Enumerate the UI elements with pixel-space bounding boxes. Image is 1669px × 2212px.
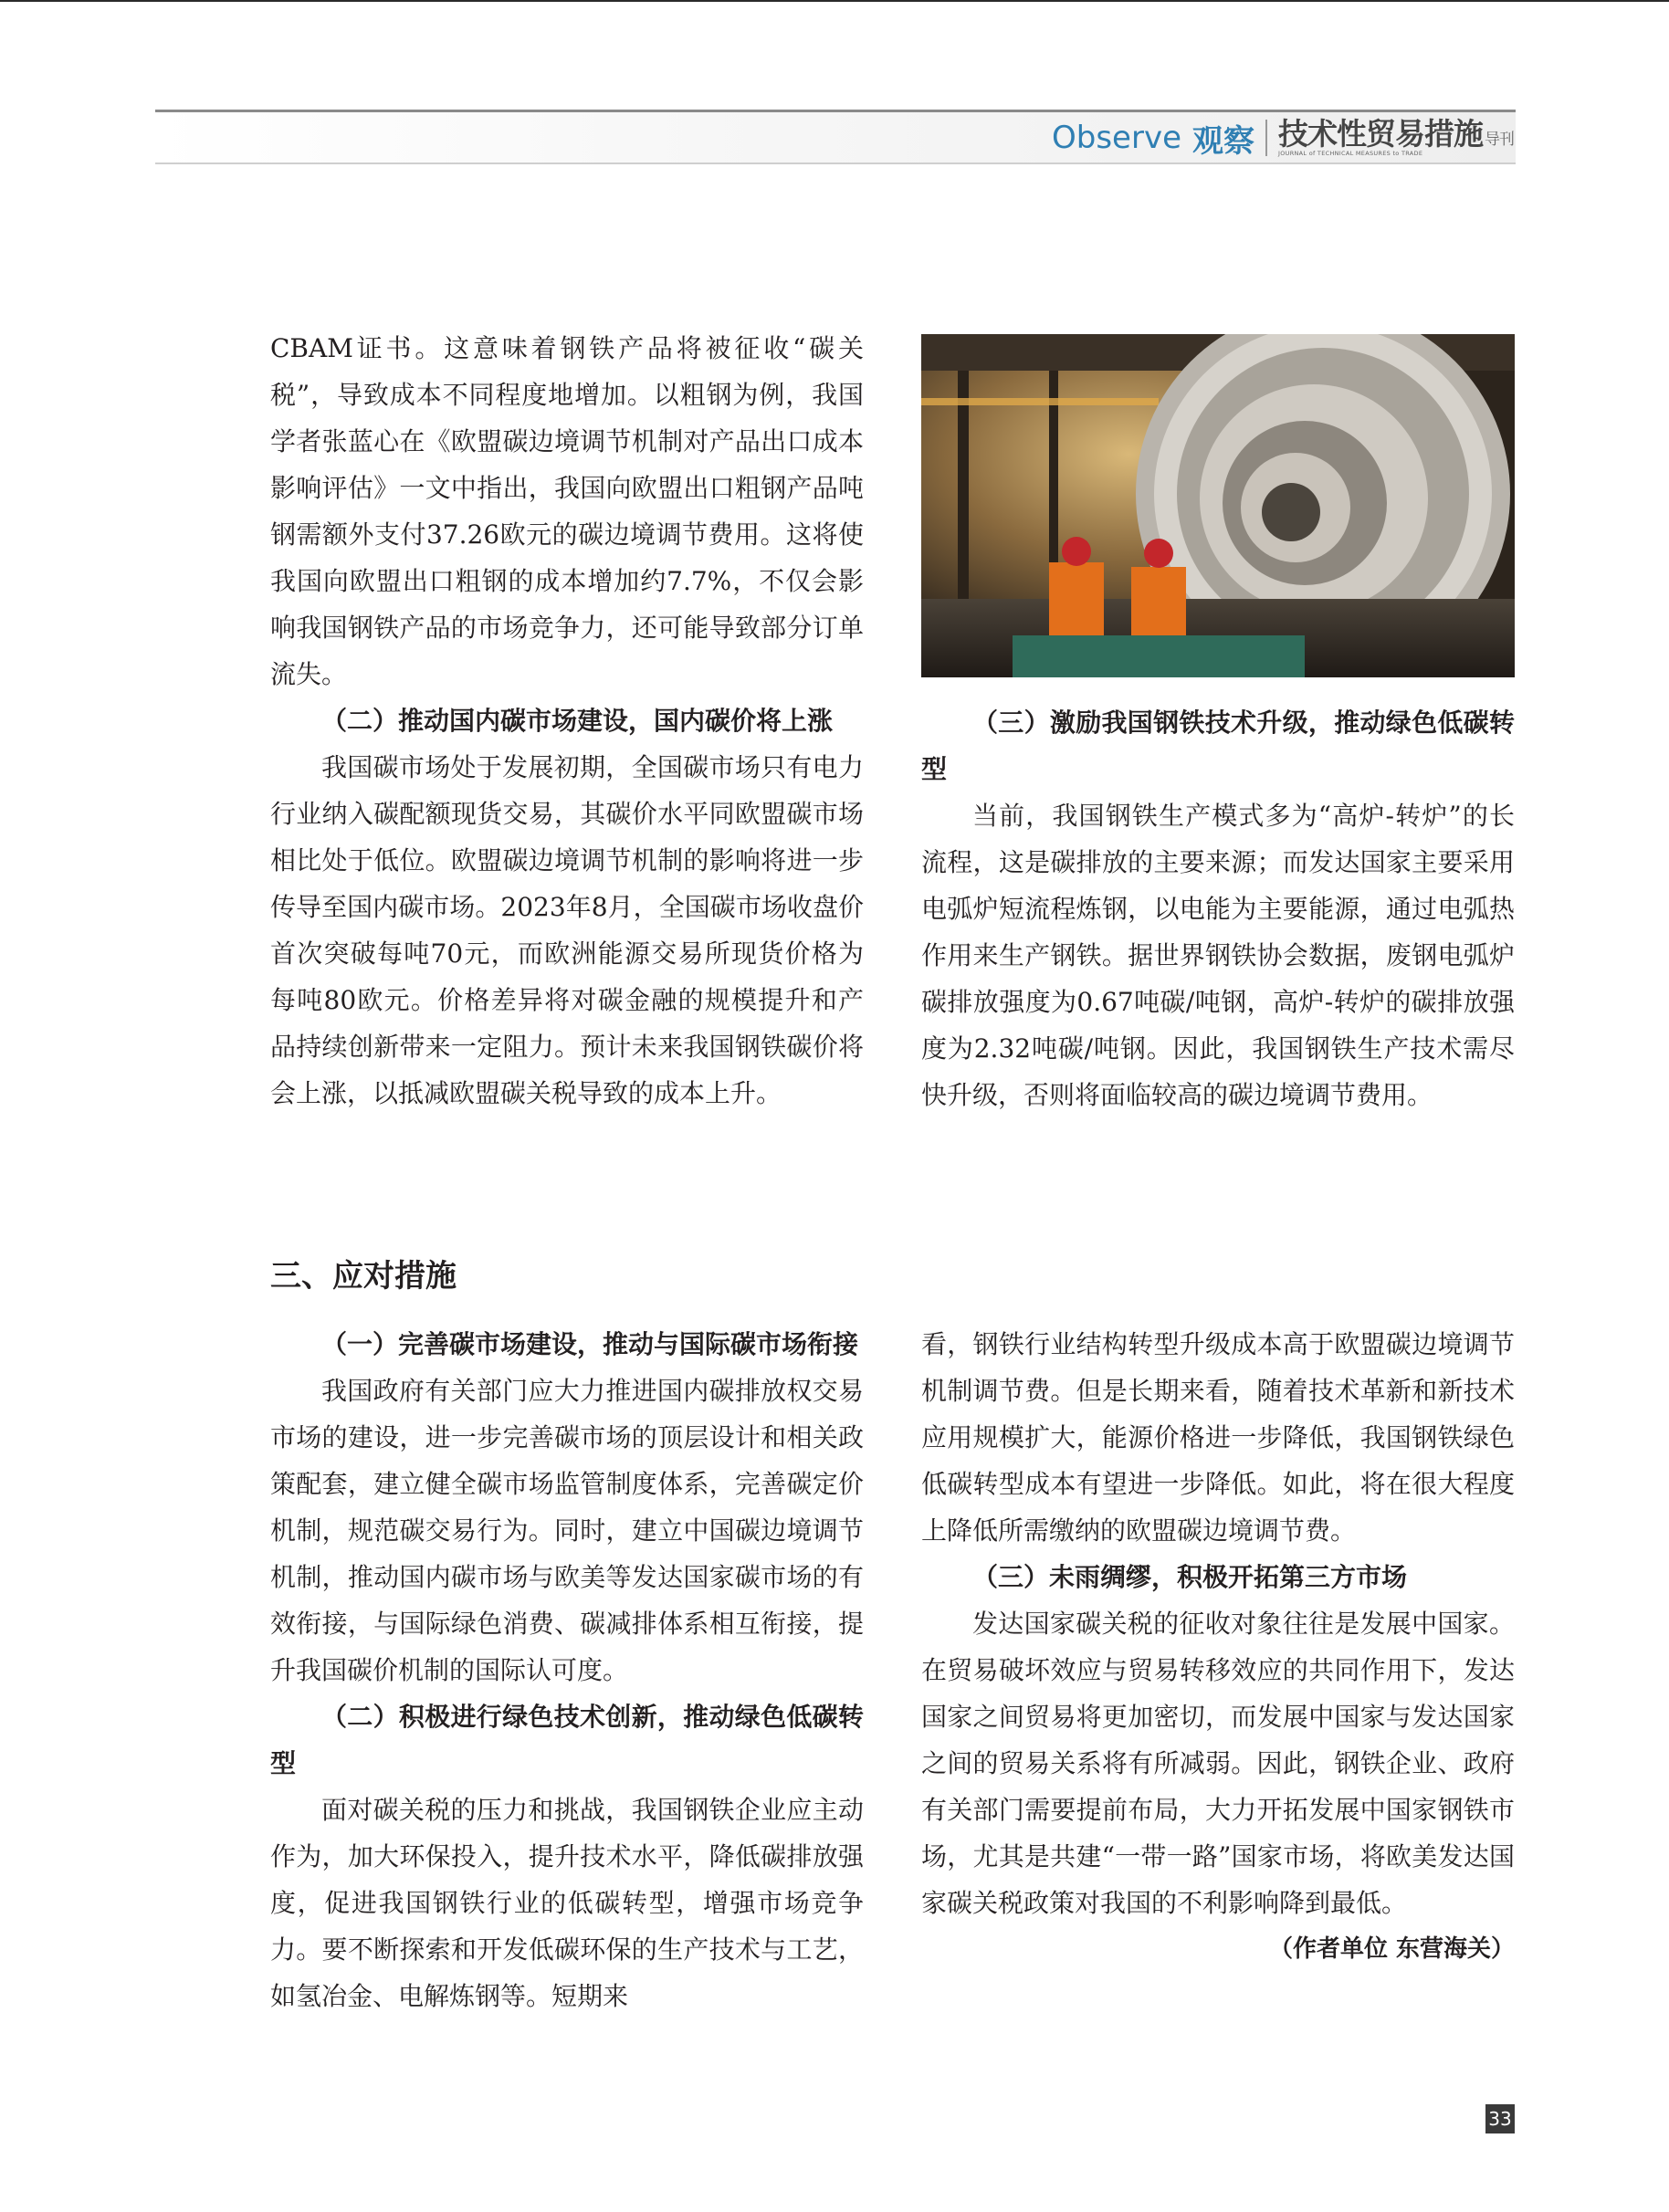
subsection-heading: （二）积极进行绿色技术创新，推动绿色低碳转型 xyxy=(270,1702,864,1778)
journal-suffix: 导刊 xyxy=(1485,131,1514,150)
steel-mill-photo xyxy=(921,334,1515,677)
paragraph: 发达国家碳关税的征收对象往往是发展中国家。在贸易破坏效应与贸易转移效应的共同作用下，发达国家之间贸易将更加密切，而发展中国家与发达国家之间的贸易关系将有所减弱。因此，钢铁企业、政府有关部门需要提前布局，大力开拓发展中国家钢铁市场，尤其是共建“一带一路”国家市场，将欧美发达国家碳关税政策对我国的不利影响降到最低。 xyxy=(921,1609,1515,1918)
journal-title: 技术性贸易措施 xyxy=(1278,116,1483,152)
journal-logo xyxy=(1278,116,1514,158)
right-column-bottom xyxy=(921,1321,1515,1973)
journal-subtitle: JOURNAL of TECHNICAL MEASURES to TRADE xyxy=(1278,150,1423,158)
paragraph: CBAM证书。这意味着钢铁产品将被征收“碳关税”，导致成本不同程度地增加。以粗钢为例，我国学者张蓝心在《欧盟碳边境调节机制对产品出口成本影响评估》一文中指出，我国向欧盟出口粗钢产品吨钢需额外支付37.26欧元的碳边境调节费用。这将使我国向欧盟出口粗钢的成本增加约7.7%，不仅会影响我国钢铁产品的市场竞争力，还可能导致部分订单流失。 xyxy=(270,333,864,689)
paragraph: 当前，我国钢铁生产模式多为“高炉-转炉”的长流程，这是碳排放的主要来源；而发达国家主要采用电弧炉短流程炼钢，以电能为主要能源，通过电弧热作用来生产钢铁。据世界钢铁协会数据，废钢电弧炉碳排放强度为0.67吨碳/吨钢，高炉-转炉的碳排放强度为2.32吨碳/吨钢。因此，我国钢铁生产技术需尽快升级，否则将面临较高的碳边境调节费用。 xyxy=(921,801,1515,1110)
header-guancha: 观察 xyxy=(1192,122,1254,160)
header-separator xyxy=(1265,120,1267,156)
subsection-heading: （二）推动国内碳市场建设，国内碳价将上涨 xyxy=(321,706,834,736)
author-affiliation: （作者单位 东营海关） xyxy=(1268,1935,1515,1963)
page-number: 33 xyxy=(1485,2104,1515,2133)
paragraph: 我国政府有关部门应大力推进国内碳排放权交易市场的建设，进一步完善碳市场的顶层设计和相关政策配套，建立健全碳市场监管制度体系，完善碳定价机制，规范碳交易行为。同时，建立中国碳边境调节机制，推动国内碳市场与欧美等发达国家碳市场的有效衔接，与国际绿色消费、碳减排体系相互衔接，提升我国碳价机制的国际认可度。 xyxy=(270,1376,864,1685)
section-title: 三、应对措施 xyxy=(270,1258,457,1295)
subsection-heading: （一）完善碳市场建设，推动与国际碳市场衔接 xyxy=(321,1329,859,1359)
right-column-top xyxy=(921,699,1515,1118)
header-observe: Observe xyxy=(1052,120,1181,156)
left-column-bottom xyxy=(270,1321,864,2019)
subsection-heading: （三）激励我国钢铁技术升级，推动绿色低碳转型 xyxy=(921,708,1515,784)
paragraph: 看，钢铁行业结构转型升级成本高于欧盟碳边境调节机制调节费。但是长期来看，随着技术革新和新技术应用规模扩大，能源价格进一步降低，我国钢铁绿色低碳转型成本有望进一步降低。如此，将在很大程度上降低所需缴纳的欧盟碳边境调节费。 xyxy=(921,1329,1515,1546)
paragraph: 我国碳市场处于发展初期，全国碳市场只有电力行业纳入碳配额现货交易，其碳价水平同欧盟碳市场相比处于低位。欧盟碳边境调节机制的影响将进一步传导至国内碳市场。2023年8月，全国碳市场收盘价首次突破每吨70元，而欧洲能源交易所现货价格为每吨80欧元。价格差异将对碳金融的规模提升和产品持续创新带来一定阻力。预计未来我国钢铁碳价将会上涨，以抵减欧盟碳关税导致的成本上升。 xyxy=(270,752,864,1108)
running-header xyxy=(1052,117,1514,159)
left-column-top xyxy=(270,325,864,1116)
paragraph: 面对碳关税的压力和挑战，我国钢铁企业应主动作为，加大环保投入，提升技术水平，降低碳排放强度，促进我国钢铁行业的低碳转型，增强市场竞争力。要不断探索和开发低碳环保的生产技术与工艺，如氢冶金、电解炼钢等。短期来 xyxy=(270,1795,864,2011)
subsection-heading: （三）未雨绸缪，积极开拓第三方市场 xyxy=(972,1562,1408,1592)
page-top-border xyxy=(0,0,1669,2)
